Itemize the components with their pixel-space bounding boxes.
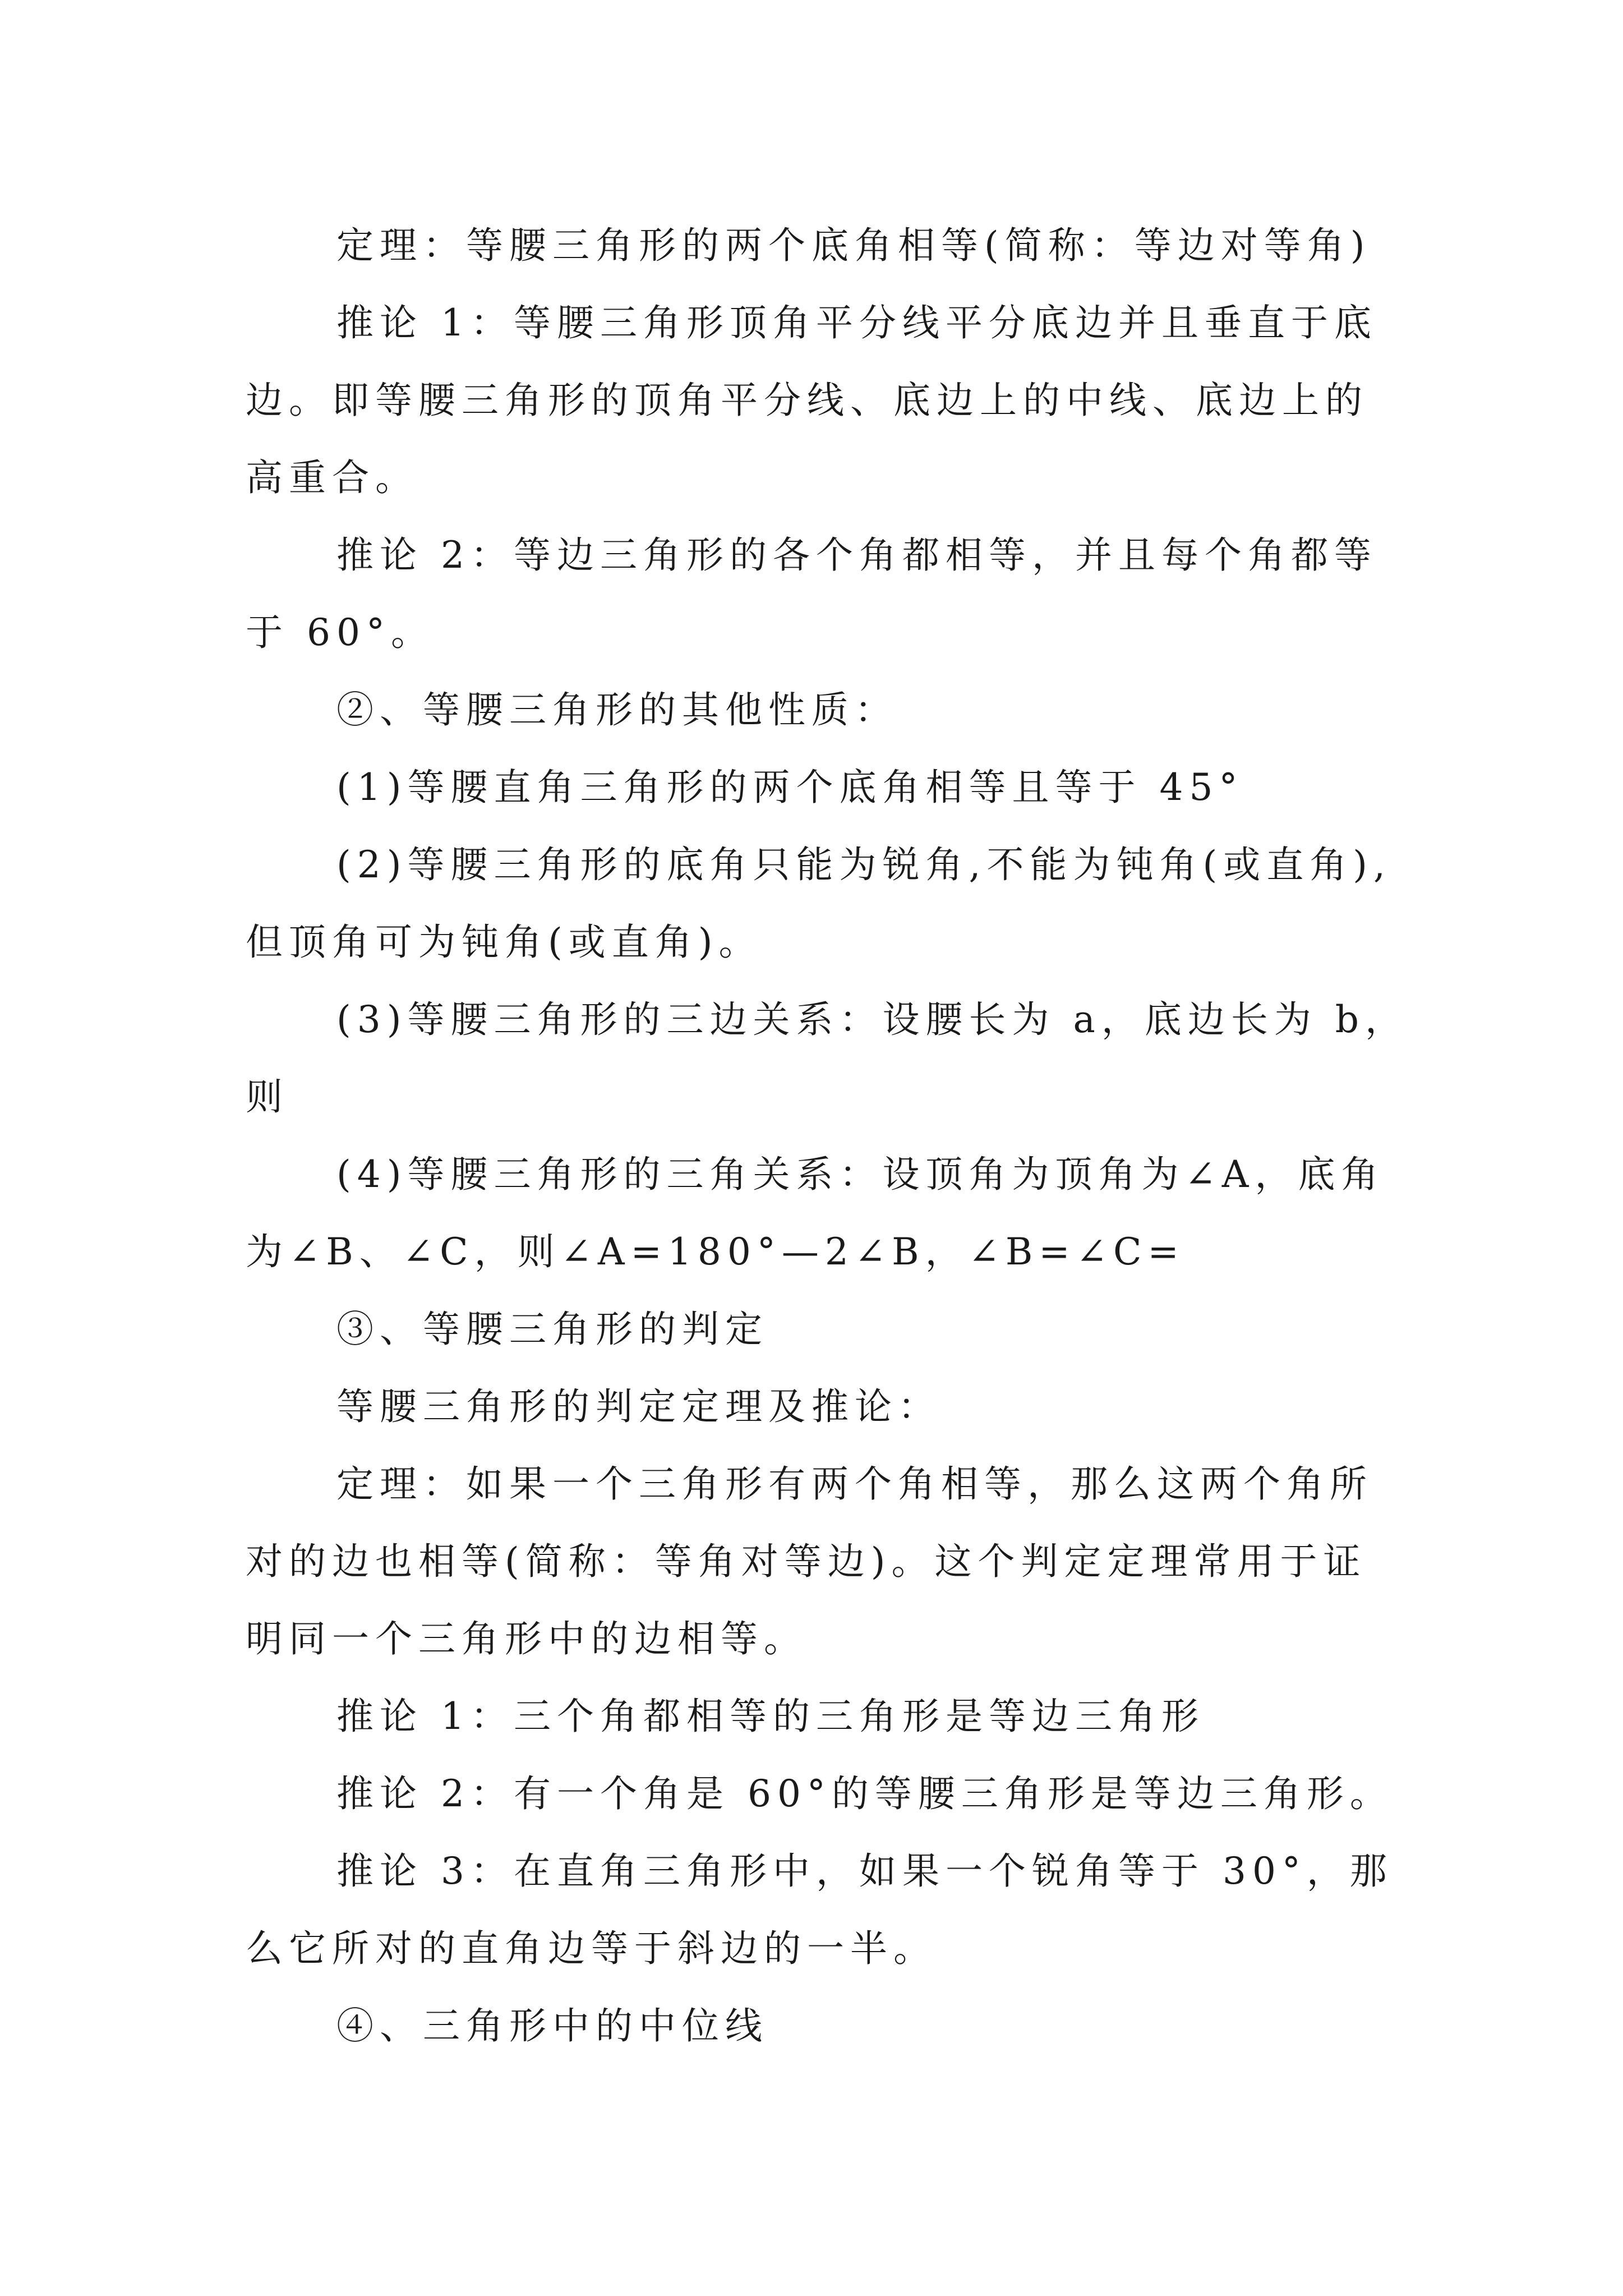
paragraph-line: 高重合。	[246, 456, 418, 499]
section-heading: ③、等腰三角形的判定	[336, 1308, 768, 1351]
paragraph-line: 于 60°。	[246, 611, 434, 654]
theorem-line: 定理：如果一个三角形有两个角相等，那么这两个角所	[336, 1462, 1373, 1506]
paragraph-line: 边。即等腰三角形的顶角平分线、底边上的中线、底边上的	[246, 379, 1368, 422]
section-heading: ④、三角形中的中位线	[336, 2004, 768, 2047]
paragraph-line: 明同一个三角形中的边相等。	[246, 1617, 807, 1660]
corollary-2-line: 推论 2：等边三角形的各个角都相等，并且每个角都等	[336, 533, 1377, 577]
property-1-line: (1)等腰直角三角形的两个底角相等且等于 45°	[336, 766, 1244, 809]
paragraph-line: 么它所对的直角边等于斜边的一半。	[246, 1927, 937, 1970]
paragraph-line: 但顶角可为钝角(或直角)。	[246, 921, 762, 964]
corollary-2-line: 推论 2：有一个角是 60°的等腰三角形是等边三角形。	[336, 1772, 1393, 1815]
paragraph-line: 对的边也相等(简称：等角对等边)。这个判定定理常用于证	[246, 1540, 1367, 1583]
property-2-line: (2)等腰三角形的底角只能为锐角,不能为钝角(或直角),	[336, 843, 1391, 886]
corollary-1-line: 推论 1：三个角都相等的三角形是等边三角形	[336, 1695, 1205, 1738]
section-heading: ②、等腰三角形的其他性质：	[336, 688, 898, 731]
property-4-line: (4)等腰三角形的三角关系：设顶角为顶角为∠A，底角	[336, 1153, 1385, 1196]
paragraph-line: 则	[246, 1075, 289, 1119]
paragraph-line: 为∠B、∠C，则∠A=180°—2∠B，∠B=∠C=	[246, 1230, 1185, 1273]
corollary-3-line: 推论 3：在直角三角形中，如果一个锐角等于 30°，那	[336, 1849, 1393, 1893]
property-3-line: (3)等腰三角形的三边关系：设腰长为 a，底边长为 b，	[336, 998, 1409, 1041]
subheading-line: 等腰三角形的判定定理及推论：	[336, 1385, 941, 1428]
theorem-line: 定理：等腰三角形的两个底角相等(简称：等边对等角)	[336, 224, 1371, 267]
corollary-1-line: 推论 1：等腰三角形顶角平分线平分底边并且垂直于底	[336, 301, 1377, 344]
